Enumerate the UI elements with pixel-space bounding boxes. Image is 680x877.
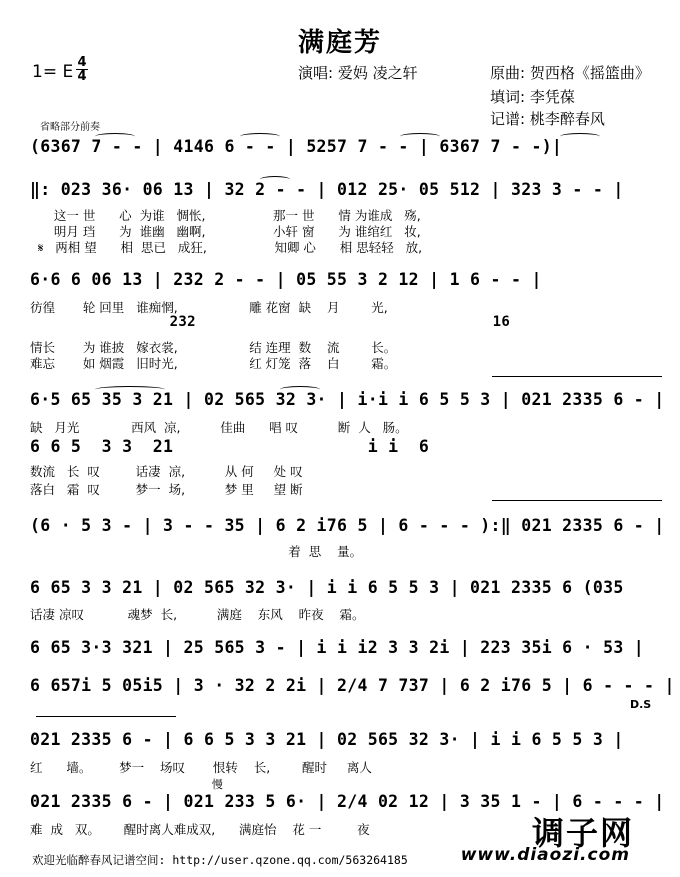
intro-note: 省略部分前奏 — [40, 122, 100, 133]
lyric-line: 这一 世 心 为谁 惆怅, 那一 世 情 为谁成 殇, — [30, 208, 421, 223]
lyric-line: 𝄋 两相 望 相 思已 成狂, 知卿 心 相 思轻轻 放, — [30, 240, 423, 255]
key-signature: 1= E — [32, 62, 74, 82]
lyric-line: 情长 为 谁披 嫁衣裳, 结 连理 数 流 长。 — [30, 340, 397, 355]
slur — [95, 386, 165, 393]
score-row-4-alt: 6 6 5 3 3 21 i i 6 — [30, 437, 430, 456]
score-row-2: ‖: 023 36· 06 13 | 32 2 - - | 012 25· 05 512 | 323 3 - - | — [30, 180, 624, 199]
lyric-line: 难忘 如 烟霞 旧时光, 红 灯笼 落 白 霜。 — [30, 356, 397, 371]
ds-mark: D.S — [630, 698, 652, 711]
slur — [560, 133, 600, 140]
volta-line — [36, 716, 176, 717]
page-title: 满庭芳 — [297, 28, 382, 58]
slur — [240, 133, 280, 140]
watermark-logo: 调子网 — [531, 814, 634, 852]
slur — [260, 176, 290, 183]
tempo-mark: 慢 — [30, 778, 223, 791]
footer-text: 欢迎光临醉春风记谱空间: http://user.qzone.qq.com/563264185 — [32, 853, 408, 867]
score-row-3: 6·6 6 06 13 | 232 2 - - | 05 55 3 2 12 | 1 6 - - | — [30, 270, 542, 289]
watermark-url: www.diaozi.com — [460, 845, 630, 865]
score-row-9: 021 2335 6 - | 6 6 5 3 3 21 | 02 565 32 3· | i i 6 5 5 3 | — [30, 730, 624, 749]
score-row-4: 6·5 65 35 3 21 | 02 565 32 3· | i·i i 6 5 5 3 | 021 2335 6 - | — [30, 390, 665, 409]
time-signature: 4 4 — [77, 55, 87, 84]
score-row-7: 6 65 3·3 321 | 25 565 3 - | i i i2 3 3 2i | 223 35i 6 · 53 | — [30, 638, 645, 657]
score-row-5: (6 · 5 3 - | 3 - - 35 | 6 2 i76 5 | 6 - - - ):‖ 021 2335 6 - | — [30, 516, 665, 535]
original-credit: 原曲: 贺西格《摇篮曲》 — [490, 64, 650, 82]
lyric-line: 彷徨 轮 回里 谁痴惘, 雕 花窗 缺 月 光, — [30, 300, 388, 315]
lyric-line: 缺 月光 西风 凉, 佳曲 唱 叹 断 人 肠。 — [30, 420, 408, 435]
lyric-line: 话凄 凉叹 魂梦 长, 满庭 东风 昨夜 霜。 — [30, 607, 365, 622]
lyric-line: 落白 霜 叹 梦一 场, 梦 里 望 断 — [30, 482, 303, 497]
slur — [280, 386, 320, 393]
singer-credit: 演唱: 爱妈 凌之轩 — [298, 64, 418, 82]
score-row-1: (6367 7 - - | 4146 6 - - | 5257 7 - - | 6367 7 - -)| — [30, 137, 563, 156]
lyric-line: 难 成 双。 醒时离人难成双, 满庭怡 花 一 夜 — [30, 822, 370, 837]
score-row-6: 6 65 3 3 21 | 02 565 32 3· | i i 6 5 5 3 | 021 2335 6 (035 — [30, 578, 624, 597]
lyricist-credit: 填词: 李凭葆 — [490, 88, 575, 106]
score-row-3-alt: 232 16 — [30, 314, 511, 330]
slur — [400, 133, 440, 140]
lyric-line: 明月 珰 为 谁幽 幽啊, 小轩 窗 为 谁绾红 妆, — [30, 224, 421, 239]
score-row-10: 021 2335 6 - | 021 233 5 6· | 2/4 02 12 | 3 35 1 - | 6 - - - | — [30, 792, 665, 811]
transcriber-credit: 记谱: 桃李醉春风 — [490, 110, 605, 128]
lyric-line: 红 墙。 梦一 场叹 恨转 长, 醒时 离人 — [30, 760, 372, 775]
slur — [95, 133, 135, 140]
volta-line — [492, 500, 662, 501]
lyric-line: 着 思 量。 — [30, 544, 363, 559]
score-row-8: 6 657i 5 05i5 | 3 · 32 2 2i | 2/4 7 737 | 6 2 i76 5 | 6 - - - | — [30, 676, 675, 695]
lyric-line: 数流 长 叹 话凄 凉, 从 何 处 叹 — [30, 464, 303, 479]
volta-line — [492, 376, 662, 377]
